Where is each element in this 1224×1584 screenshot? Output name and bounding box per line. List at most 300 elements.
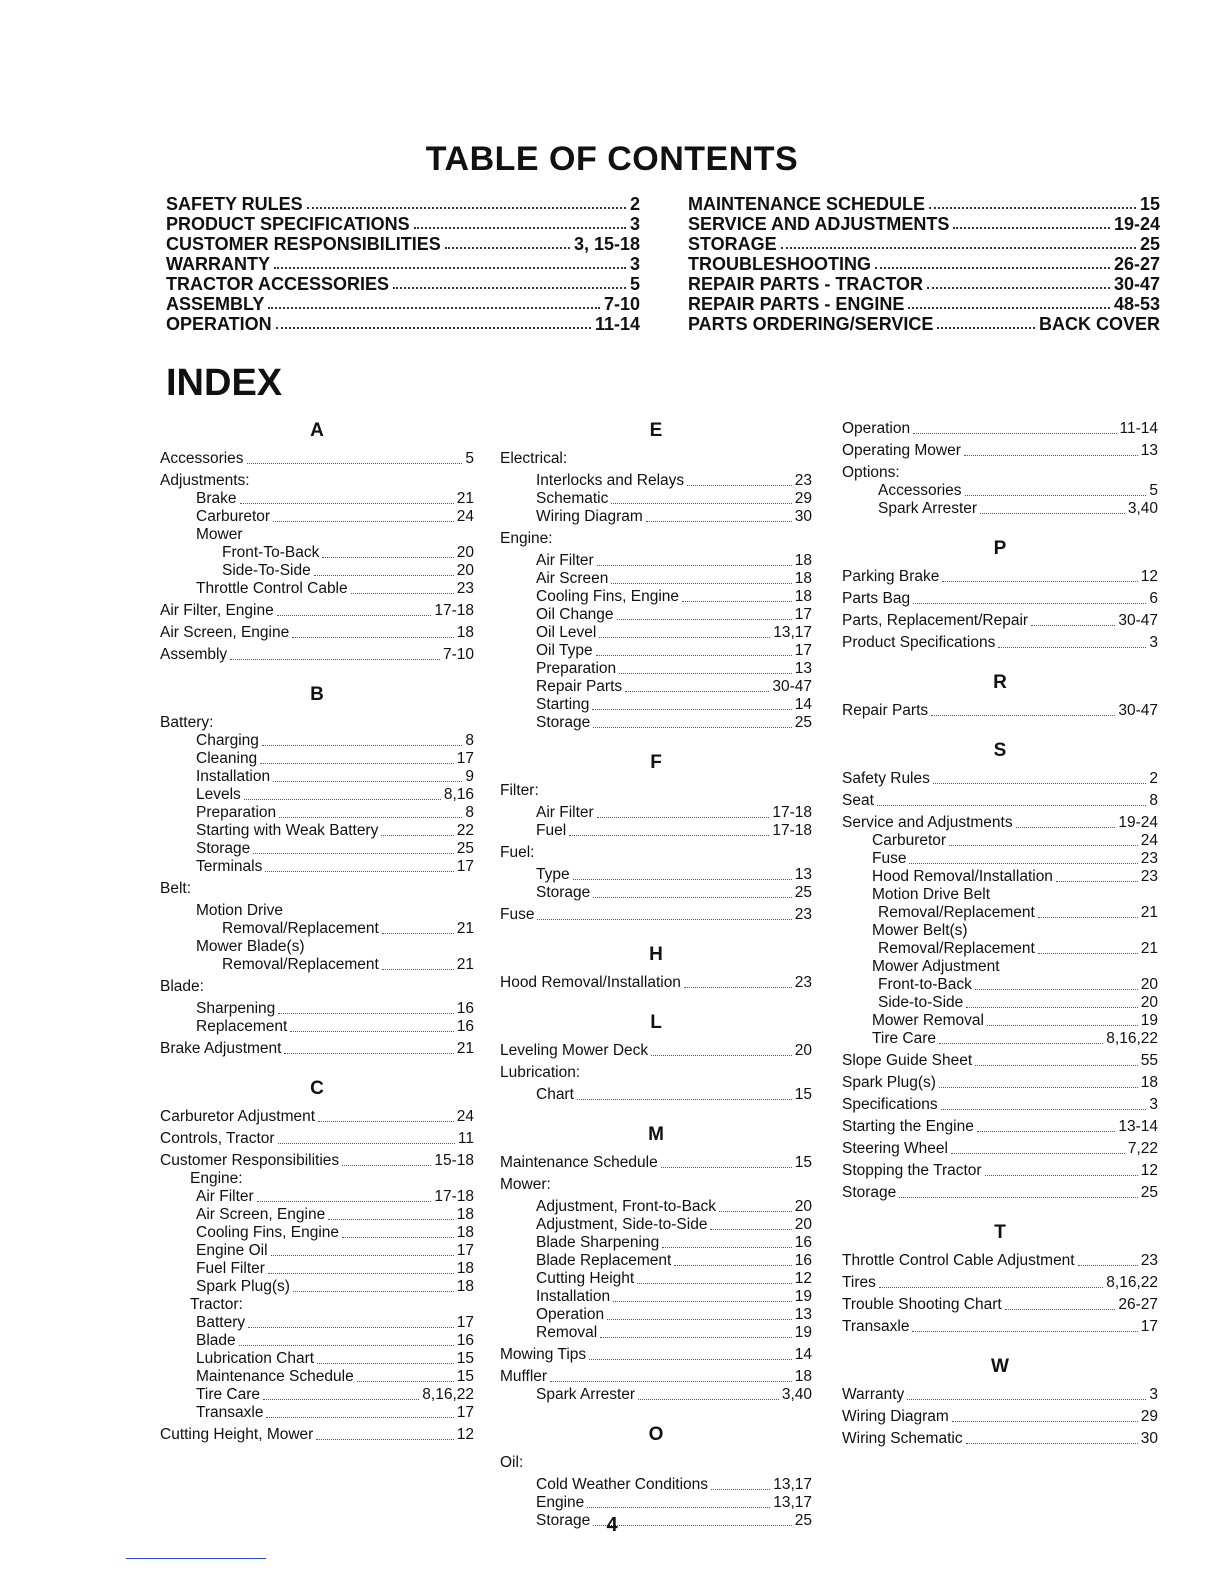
dot-leader xyxy=(587,1506,770,1508)
dot-leader xyxy=(929,206,1136,209)
index-entry xyxy=(842,850,1158,868)
index-entry-label: Maintenance Schedule xyxy=(500,1154,658,1171)
index-entry xyxy=(842,1430,1158,1448)
index-entry-page: 20 xyxy=(794,1042,812,1059)
index-entry-page: 22 xyxy=(456,822,474,839)
toc-entry xyxy=(166,274,640,294)
index-entry-label: Removal/Replacement xyxy=(222,920,379,937)
index-entry xyxy=(500,530,812,548)
toc-entry-label: TRACTOR ACCESSORIES xyxy=(166,274,390,294)
index-entry xyxy=(842,994,1158,1012)
index-entry xyxy=(500,1454,812,1472)
dot-leader xyxy=(271,1254,454,1256)
toc-entry-label: SAFETY RULES xyxy=(166,194,303,214)
toc-entry-page: 25 xyxy=(1139,234,1160,254)
dot-leader xyxy=(877,804,1146,806)
index-entry xyxy=(160,1108,474,1126)
dot-leader xyxy=(277,614,432,616)
index-entry xyxy=(500,450,812,468)
index-entry-label: Adjustment, Front-to-Back xyxy=(536,1198,717,1215)
index-entry-page: 18 xyxy=(794,1368,812,1385)
dot-leader xyxy=(342,1164,431,1166)
index-entry xyxy=(160,544,474,562)
index-entry-page: 8,16,22 xyxy=(422,1386,474,1403)
index-entry-page: 9 xyxy=(465,768,474,785)
dot-leader xyxy=(907,1398,1146,1400)
index-entry xyxy=(500,660,812,678)
index-entry-page: 17-18 xyxy=(434,602,474,619)
dot-leader xyxy=(381,834,453,836)
index-entry xyxy=(160,1332,474,1350)
toc-entry-label: PRODUCT SPECIFICATIONS xyxy=(166,214,410,234)
dot-leader xyxy=(537,918,791,920)
index-entry xyxy=(160,786,474,804)
dot-leader xyxy=(908,306,1110,309)
toc-left-column xyxy=(166,194,640,334)
index-letter-heading: B xyxy=(310,684,324,705)
dot-leader xyxy=(931,714,1115,716)
index-entry-page: 30 xyxy=(794,508,812,525)
index-entry xyxy=(842,1296,1158,1314)
index-entry-page: 13 xyxy=(1140,442,1158,459)
index-entry xyxy=(842,792,1158,810)
index-entry-page: 18 xyxy=(456,1224,474,1241)
index-entry-page: 20 xyxy=(456,562,474,579)
index-entry xyxy=(160,472,474,490)
dot-leader xyxy=(1005,1308,1116,1310)
dot-leader xyxy=(414,226,626,229)
index-letter-heading: F xyxy=(650,752,662,773)
spacer xyxy=(842,1202,1158,1222)
toc-entry xyxy=(688,274,1160,294)
index-entry xyxy=(160,920,474,938)
index-entry-label: Wiring Diagram xyxy=(536,508,643,525)
index-entry xyxy=(160,938,474,956)
toc-entry-page: 19-24 xyxy=(1113,214,1160,234)
index-entry-page: 13 xyxy=(794,660,812,677)
index-letter-heading: S xyxy=(993,740,1007,761)
index-entry xyxy=(842,1074,1158,1092)
index-entry xyxy=(500,822,812,840)
index-entry xyxy=(842,1030,1158,1048)
index-entry xyxy=(500,606,812,624)
index-entry-page: 25 xyxy=(1140,1184,1158,1201)
index-entry-page: 24 xyxy=(1140,832,1158,849)
spacer xyxy=(842,518,1158,538)
toc-entry-page: 3 xyxy=(629,214,640,234)
index-entry-page: 30 xyxy=(1140,1430,1158,1447)
index-entry-page: 21 xyxy=(456,490,474,507)
dot-leader xyxy=(998,646,1146,648)
index-entry-label: Blade xyxy=(196,1332,236,1349)
index-entry xyxy=(500,782,812,800)
index-entry-label: Air Filter, Engine xyxy=(160,602,274,619)
dot-leader xyxy=(912,1330,1137,1332)
index-entry-page: 17 xyxy=(794,606,812,623)
dot-leader xyxy=(273,520,454,522)
dot-leader xyxy=(278,1012,453,1014)
index-entry-label: Removal/Replacement xyxy=(878,904,1035,921)
index-entry-label: Storage xyxy=(196,840,251,857)
dot-leader xyxy=(899,1196,1137,1198)
index-entry-label: Cooling Fins, Engine xyxy=(536,588,680,605)
index-entry-page: 55 xyxy=(1140,1052,1158,1069)
toc-right-column xyxy=(688,194,1160,334)
index-entry xyxy=(160,1152,474,1170)
toc-entry-label: ASSEMBLY xyxy=(166,294,265,314)
index-entry-label: Slope Guide Sheet xyxy=(842,1052,973,1069)
dot-leader xyxy=(382,968,454,970)
index-entry xyxy=(842,976,1158,994)
toc-entry-page: 11-14 xyxy=(594,314,640,334)
dot-leader xyxy=(913,602,1146,604)
index-entry xyxy=(160,1130,474,1148)
index-entry-label: Spark Arrester xyxy=(536,1386,636,1403)
index-entry-label: Starting with Weak Battery xyxy=(196,822,379,839)
index-entry-label: Belt: xyxy=(160,880,192,897)
index-entry-label: Transaxle xyxy=(196,1404,264,1421)
index-entry-page: 3 xyxy=(1149,634,1158,651)
index-entry-page: 14 xyxy=(794,1346,812,1363)
index-entry xyxy=(500,552,812,570)
index-entry-label: Specifications xyxy=(842,1096,938,1113)
dot-leader xyxy=(239,1344,454,1346)
index-entry-page: 23 xyxy=(794,906,812,923)
dot-leader xyxy=(879,1286,1103,1288)
index-entry xyxy=(842,940,1158,958)
index-entry xyxy=(500,1252,812,1270)
index-entry-label: Carburetor Adjustment xyxy=(160,1108,316,1125)
index-entry xyxy=(842,1140,1158,1158)
index-entry xyxy=(160,580,474,598)
toc-title: TABLE OF CONTENTS xyxy=(425,140,799,178)
index-entry-label: Lubrication: xyxy=(500,1064,581,1081)
index-entry-label: Engine: xyxy=(500,530,553,547)
index-entry xyxy=(500,570,812,588)
index-entry-page: 23 xyxy=(456,580,474,597)
index-entry xyxy=(500,884,812,902)
index-entry xyxy=(160,602,474,620)
dot-leader xyxy=(260,762,454,764)
index-entry xyxy=(842,832,1158,850)
index-entry-page: 15-18 xyxy=(434,1152,474,1169)
index-entry-page: 7,22 xyxy=(1127,1140,1158,1157)
spacer xyxy=(500,1404,812,1424)
dot-leader xyxy=(611,502,791,504)
index-entry-page: 17-18 xyxy=(772,804,812,821)
index-entry-page: 3,40 xyxy=(781,1386,812,1403)
dot-leader xyxy=(937,326,1035,329)
index-entry-label: Assembly xyxy=(160,646,228,663)
dot-leader xyxy=(257,1200,432,1202)
index-entry-label: Tire Care xyxy=(196,1386,261,1403)
dot-leader xyxy=(284,1052,453,1054)
dot-leader xyxy=(322,556,453,558)
index-entry-page: 16 xyxy=(794,1234,812,1251)
index-title: INDEX xyxy=(166,362,283,404)
index-entry xyxy=(842,922,1158,940)
dot-leader xyxy=(592,708,791,710)
index-entry-label: Tires xyxy=(842,1274,876,1291)
index-entry-page: 6 xyxy=(1149,590,1158,607)
dot-leader xyxy=(980,512,1125,514)
toc-entry-page: 5 xyxy=(629,274,640,294)
index-entry xyxy=(500,714,812,732)
index-entry xyxy=(160,714,474,732)
index-entry-label: Motion Drive xyxy=(196,902,283,919)
index-entry xyxy=(500,472,812,490)
index-entry-page: 12 xyxy=(1140,568,1158,585)
dot-leader xyxy=(314,574,454,576)
index-entry xyxy=(500,508,812,526)
index-entry-label: Type xyxy=(536,866,570,883)
index-entry-label: Throttle Control Cable Adjustment xyxy=(842,1252,1075,1269)
index-entry-label: Replacement xyxy=(196,1018,288,1035)
index-entry-label: Hood Removal/Installation xyxy=(500,974,681,991)
dot-leader xyxy=(573,878,792,880)
footer-rule xyxy=(126,1558,266,1559)
index-entry-label: Steering Wheel xyxy=(842,1140,948,1157)
index-entry xyxy=(160,1426,474,1444)
index-entry-label: Engine Oil xyxy=(196,1242,268,1259)
index-entry-label: Customer Responsibilities xyxy=(160,1152,340,1169)
dot-leader xyxy=(687,484,792,486)
index-entry-label: Blade Replacement xyxy=(536,1252,672,1269)
toc-entry xyxy=(166,254,640,274)
dot-leader xyxy=(244,798,441,800)
dot-leader xyxy=(247,462,463,464)
index-entry-page: 21 xyxy=(1140,904,1158,921)
index-entry-page: 17 xyxy=(456,1314,474,1331)
index-entry xyxy=(160,956,474,974)
index-entry xyxy=(842,702,1158,720)
index-entry xyxy=(500,588,812,606)
dot-leader xyxy=(279,816,462,818)
dot-leader xyxy=(342,1236,454,1238)
toc-entry-page: 30-47 xyxy=(1113,274,1160,294)
index-letter-heading: E xyxy=(649,420,663,441)
index-entry-page: 24 xyxy=(456,1108,474,1125)
dot-leader xyxy=(710,1228,791,1230)
index-entry-page: 18 xyxy=(794,570,812,587)
index-entry-page: 20 xyxy=(794,1216,812,1233)
toc-entry-label: TROUBLESHOOTING xyxy=(688,254,871,274)
index-entry-page: 5 xyxy=(465,450,474,467)
index-entry-label: Chart xyxy=(536,1086,574,1103)
index-entry-label: Leveling Mower Deck xyxy=(500,1042,649,1059)
dot-leader xyxy=(307,206,626,209)
index-entry xyxy=(842,770,1158,788)
index-entry xyxy=(500,1176,812,1194)
dot-leader xyxy=(328,1218,454,1220)
index-entry xyxy=(842,814,1158,832)
dot-leader xyxy=(927,286,1110,289)
index-entry-label: Seat xyxy=(842,792,874,809)
index-entry xyxy=(500,1086,812,1104)
index-entry xyxy=(160,450,474,468)
index-entry-page: 17 xyxy=(456,858,474,875)
dot-leader xyxy=(596,654,792,656)
index-entry-label: Air Screen, Engine xyxy=(160,624,290,641)
dot-leader xyxy=(913,432,1116,434)
index-entry-page: 19 xyxy=(794,1288,812,1305)
dot-leader xyxy=(637,1282,792,1284)
index-entry-label: Operation xyxy=(536,1306,605,1323)
index-entry xyxy=(160,1278,474,1296)
dot-leader xyxy=(599,636,770,638)
index-entry-page: 23 xyxy=(1140,868,1158,885)
index-entry xyxy=(160,1368,474,1386)
dot-leader xyxy=(985,1174,1138,1176)
index-entry-label: Front-To-Back xyxy=(222,544,320,561)
index-column-2 xyxy=(500,420,812,1530)
index-entry-label: Spark Plug(s) xyxy=(196,1278,290,1295)
index-entry-page: 30-47 xyxy=(772,678,812,695)
index-entry xyxy=(500,1288,812,1306)
toc-entry-page: 3, 15-18 xyxy=(573,234,640,254)
index-entry xyxy=(842,1012,1158,1030)
index-entry-label: Repair Parts xyxy=(536,678,623,695)
dot-leader xyxy=(278,1142,455,1144)
dot-leader xyxy=(550,1380,792,1382)
index-entry xyxy=(500,1198,812,1216)
dot-leader xyxy=(317,1362,454,1364)
toc-entry-label: REPAIR PARTS - ENGINE xyxy=(688,294,905,314)
toc-entry-label: MAINTENANCE SCHEDULE xyxy=(688,194,926,214)
index-letter-heading: M xyxy=(648,1124,664,1145)
spacer xyxy=(500,732,812,752)
index-entry-page: 16 xyxy=(456,1018,474,1035)
toc-entry-page: 26-27 xyxy=(1113,254,1160,274)
index-entry-page: 15 xyxy=(456,1368,474,1385)
index-entry-page: 18 xyxy=(456,624,474,641)
spacer xyxy=(500,924,812,944)
index-entry-page: 13 xyxy=(794,866,812,883)
index-entry xyxy=(842,1252,1158,1270)
dot-leader xyxy=(316,1438,453,1440)
index-entry xyxy=(160,490,474,508)
index-entry xyxy=(842,612,1158,630)
index-entry-label: Preparation xyxy=(536,660,617,677)
index-entry-label: Adjustment, Side-to-Side xyxy=(536,1216,708,1233)
dot-leader xyxy=(1016,826,1116,828)
index-entry-page: 21 xyxy=(456,1040,474,1057)
index-entry xyxy=(842,868,1158,886)
index-entry xyxy=(842,904,1158,922)
index-entry-page: 17 xyxy=(456,1242,474,1259)
index-entry-label: Motion Drive Belt xyxy=(872,886,991,903)
index-entry-page: 18 xyxy=(456,1260,474,1277)
index-entry xyxy=(160,646,474,664)
index-entry xyxy=(500,1154,812,1172)
index-entry xyxy=(160,526,474,544)
index-entry-label: Storage xyxy=(536,714,591,731)
index-entry xyxy=(160,732,474,750)
index-entry-label: Operation xyxy=(842,420,911,437)
index-entry-page: 14 xyxy=(794,696,812,713)
index-entry-label: Oil Type xyxy=(536,642,593,659)
index-entry-page: 12 xyxy=(456,1426,474,1443)
index-entry-page: 25 xyxy=(794,1512,812,1529)
index-entry-label: Cleaning xyxy=(196,750,258,767)
index-entry xyxy=(500,1346,812,1364)
dot-leader xyxy=(951,1152,1125,1154)
index-entry xyxy=(842,1274,1158,1292)
index-entry-page: 23 xyxy=(1140,1252,1158,1269)
dot-leader xyxy=(953,226,1110,229)
dot-leader xyxy=(975,1064,1138,1066)
index-entry-page: 18 xyxy=(794,552,812,569)
index-entry-page: 20 xyxy=(456,544,474,561)
index-entry xyxy=(160,1206,474,1224)
dot-leader xyxy=(1056,880,1138,882)
index-entry-page: 18 xyxy=(456,1206,474,1223)
spacer xyxy=(842,652,1158,672)
index-entry-page: 20 xyxy=(794,1198,812,1215)
index-entry xyxy=(160,804,474,822)
index-letter-heading: O xyxy=(648,1424,664,1445)
index-entry-page: 8 xyxy=(1149,792,1158,809)
index-entry-label: Terminals xyxy=(196,858,263,875)
index-entry-page: 11 xyxy=(457,1130,474,1147)
index-entry xyxy=(160,840,474,858)
index-entry-label: Mower Belt(s) xyxy=(872,922,968,939)
index-entry-label: Schematic xyxy=(536,490,609,507)
index-entry-page: 16 xyxy=(456,1000,474,1017)
index-entry xyxy=(160,768,474,786)
index-entry-label: Battery xyxy=(196,1314,246,1331)
dot-leader xyxy=(240,502,454,504)
toc-entry-page: 3 xyxy=(629,254,640,274)
toc-entry xyxy=(688,254,1160,274)
index-entry xyxy=(160,1350,474,1368)
index-entry-label: Side-to-Side xyxy=(878,994,964,1011)
dot-leader xyxy=(613,1300,792,1302)
index-entry-label: Maintenance Schedule xyxy=(196,1368,354,1385)
index-entry-label: Options: xyxy=(842,464,900,481)
index-entry-page: 17-18 xyxy=(772,822,812,839)
index-entry xyxy=(500,1270,812,1288)
index-entry-page: 17 xyxy=(456,1404,474,1421)
toc-entry-page: 48-53 xyxy=(1113,294,1160,314)
index-entry xyxy=(160,1386,474,1404)
index-entry-page: 29 xyxy=(1140,1408,1158,1425)
index-entry xyxy=(842,634,1158,652)
index-entry-page: 20 xyxy=(1140,976,1158,993)
index-entry-page: 18 xyxy=(1140,1074,1158,1091)
index-column-3 xyxy=(842,420,1158,1448)
index-letter-heading: T xyxy=(994,1222,1006,1243)
dot-leader xyxy=(290,1030,453,1032)
dot-leader xyxy=(939,1086,1138,1088)
index-entry xyxy=(842,1096,1158,1114)
dot-leader xyxy=(589,1358,792,1360)
index-entry-label: Trouble Shooting Chart xyxy=(842,1296,1002,1313)
dot-leader xyxy=(711,1488,770,1490)
index-entry-label: Engine xyxy=(536,1494,585,1511)
index-entry xyxy=(160,1296,474,1314)
dot-leader xyxy=(965,494,1147,496)
index-entry-label: Removal/Replacement xyxy=(222,956,379,973)
index-entry-page: 16 xyxy=(794,1252,812,1269)
index-entry-label: Storage xyxy=(536,884,591,901)
toc-entry xyxy=(166,294,640,314)
toc-entry-label: SERVICE AND ADJUSTMENTS xyxy=(688,214,950,234)
index-entry xyxy=(500,844,812,862)
dot-leader xyxy=(875,266,1110,269)
index-entry-label: Repair Parts xyxy=(842,702,929,719)
index-entry xyxy=(500,624,812,642)
